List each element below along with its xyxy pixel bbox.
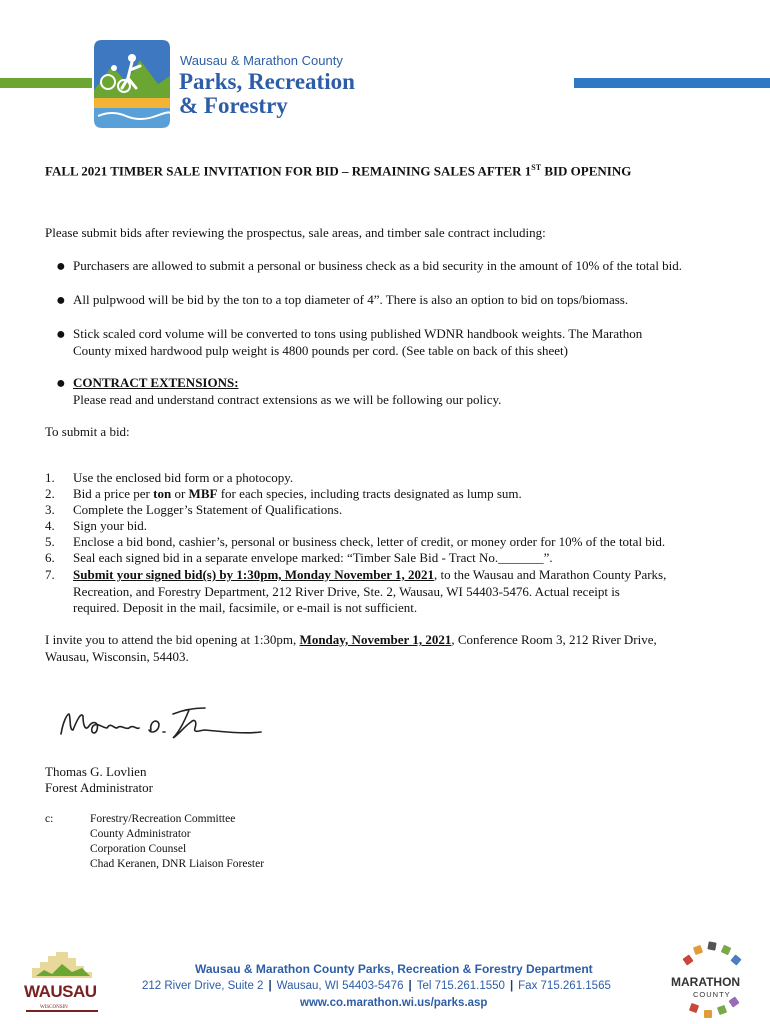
bullet-dot-icon: ● — [56, 375, 66, 392]
bullet-dot-icon: ● — [56, 292, 66, 309]
step-text: Recreation, and Forestry Department, 212 River Drive, Ste. 2, Wausau, WI 54403-5476. Actual receipt is — [73, 584, 620, 599]
cc-label: c: — [45, 813, 54, 825]
handwritten-signature — [55, 700, 265, 750]
step-text: Seal each signed bid in a separate envelope marked: “Timber Sale Bid - Tract No._______”. — [73, 550, 553, 565]
org-name-line1: Wausau & Marathon County — [180, 53, 343, 68]
step-number: 7. — [45, 567, 55, 582]
signer-role: Forest Administrator — [45, 780, 153, 795]
step-text: required. Deposit in the mail, facsimile, or e-mail is not sufficient. — [73, 600, 418, 615]
invite-paragraph: I invite you to attend the bid opening at 1:30pm, Monday, November 1, 2021, Conference Room 3, 212 River Drive, — [45, 632, 657, 647]
footer-address: 212 River Drive, Suite 2 — [142, 980, 264, 992]
cc-item: County Administrator — [90, 828, 191, 840]
step-number: 6. — [45, 550, 55, 565]
step-text: Sign your bid. — [73, 518, 148, 533]
marathon-logo-subtext: COUNTY — [693, 990, 731, 999]
step-text: Enclose a bid bond, cashier’s, personal or business check, letter of credit, or money order for 10% of the total bid. — [73, 534, 666, 549]
step-number: 2. — [45, 486, 55, 501]
signer-name: Thomas G. Lovlien — [45, 764, 147, 779]
parks-logo-icon — [92, 38, 172, 130]
bullet-dot-icon: ● — [56, 258, 66, 275]
step-number: 4. — [45, 518, 55, 533]
footer-phone: Tel 715.261.1550 — [416, 980, 505, 992]
wausau-logo-subtext: WISCONSIN — [40, 1005, 68, 1010]
step-number: 5. — [45, 534, 55, 549]
header-blue-bar — [574, 78, 770, 88]
footer-city: Wausau, WI 54403-5476 — [276, 980, 404, 992]
step-text: Complete the Logger’s Statement of Qualifications. — [73, 502, 343, 517]
step-number: 3. — [45, 502, 55, 517]
org-name-line3: & Forestry — [179, 93, 288, 118]
marathon-logo-text: MARATHON — [671, 975, 741, 989]
wausau-logo-text: WAUSAU — [24, 982, 97, 1001]
step-text: Use the enclosed bid form or a photocopy. — [73, 470, 294, 485]
document-title: FALL 2021 TIMBER SALE INVITATION FOR BID – REMAINING SALES AFTER 1ST BID OPENING — [45, 163, 632, 179]
to-submit-heading: To submit a bid: — [45, 424, 130, 439]
cc-item: Forestry/Recreation Committee — [90, 813, 236, 825]
step-text: Bid a price per ton or MBF for each species, including tracts designated as lump sum. — [73, 486, 522, 501]
footer-department-name: Wausau & Marathon County Parks, Recreation & Forestry Department — [195, 962, 593, 976]
org-name-line2: Parks, Recreation — [179, 69, 355, 94]
cc-item: Corporation Counsel — [90, 843, 187, 855]
bullet-dot-icon: ● — [56, 326, 66, 343]
step-number: 1. — [45, 470, 55, 485]
footer-contact-line: 212 River Drive, Suite 2 | Wausau, WI 54403-5476 | Tel 715.261.1550 | Fax 715.261.1565 — [142, 980, 611, 992]
footer-website-link[interactable]: www.co.marathon.wi.us/parks.asp — [300, 997, 488, 1009]
cc-item: Chad Keranen, DNR Liaison Forester — [90, 858, 265, 870]
header-green-bar — [0, 78, 92, 88]
step-text: Submit your signed bid(s) by 1:30pm, Monday November 1, 2021, to the Wausau and Marathon County Parks, — [73, 567, 667, 582]
footer-fax: Fax 715.261.1565 — [518, 980, 611, 992]
invite-paragraph-line2: Wausau, Wisconsin, 54403. — [45, 649, 189, 664]
intro-paragraph: Please submit bids after reviewing the prospectus, sale areas, and timber sale contract including: — [45, 225, 546, 240]
